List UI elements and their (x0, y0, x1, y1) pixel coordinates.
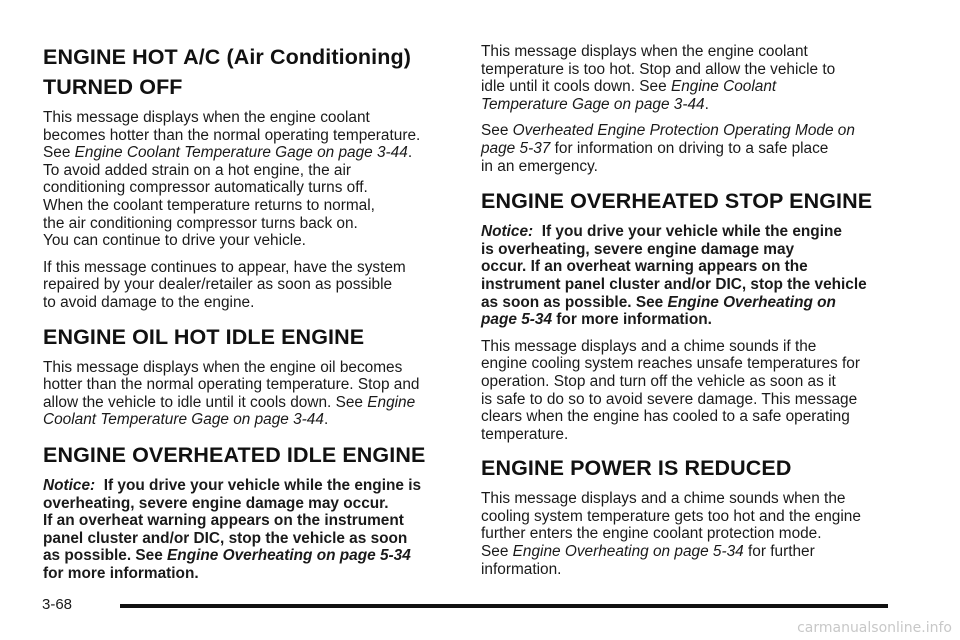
xref-overheating[interactable]: Engine Overheating on (667, 293, 836, 311)
xref-coolant-gage[interactable]: Engine (367, 393, 416, 411)
oil-paragraph: This message displays when the engine oil becomes hotter than the normal operating temperature. Stop and allow the vehicle to idle until it cools down. See Engine Coolant Temperature Gage on page 3-44. (43, 358, 420, 429)
xref-coolant-gage[interactable]: Coolant Temperature Gage on page 3-44 (43, 411, 324, 429)
left-column (43, 0, 455, 582)
stop-notice: Notice: If you drive your vehicle while the engine is overheating, severe engine damage may occur. If an overheat warning appears on the instrument panel cluster and/or DIC, stop the vehicle as soon as possible. See Engine Overheating on page 5-34 for more information. (481, 223, 867, 329)
page-number: 3-68 (42, 596, 73, 613)
heading-engine-hot-ac: ENGINE HOT A/C (Air Conditioning) TURNED OFF (43, 45, 411, 99)
power-paragraph: This message displays and a chime sounds when the cooling system temperature gets too hot and the engine further enters the engine coolant protection mode. See Engine Overheating on page 5-34 for further information. (481, 490, 861, 578)
right-column (481, 0, 901, 578)
idle-notice: Notice: If you drive your vehicle while the engine is overheating, severe engine damage may occur. If an overheat warning appears on the instrument panel cluster and/or DIC, stop the vehicle as soon as possible. See Engine Overheating on page 5-34 for more information. (43, 476, 422, 582)
footer-rule (120, 604, 888, 608)
stop-paragraph: This message displays and a chime sounds if the engine cooling system reaches unsafe temperatures for operation. Stop and turn off the vehicle as soon as it is safe to do so to avoid severe damage. This message clears when the engine has cooled to a safe operating temperature. (481, 337, 860, 443)
see-protection-paragraph: See Overheated Engine Protection Operating Mode on page 5-37 for information on driving to a safe place in an emergency. (481, 122, 855, 175)
xref-protection-mode[interactable]: page 5-37 (481, 139, 551, 157)
watermark: carmanualsonline.info (797, 620, 952, 636)
xref-coolant-gage[interactable]: Engine Coolant (670, 78, 777, 96)
xref-coolant-gage[interactable]: Engine Coolant Temperature Gage on page 3-44 (74, 144, 408, 162)
xref-overheating[interactable]: Engine Overheating on page 5-34 (512, 543, 744, 561)
xref-protection-mode[interactable]: Overheated Engine Protection Operating Mode on (512, 122, 855, 140)
continued-paragraph: This message displays when the engine coolant temperature is too hot. Stop and allow the vehicle to idle until it cools down. See Engine Coolant Temperature Gage on page 3-44. (481, 43, 836, 113)
ac-paragraph-1: This message displays when the engine coolant becomes hotter than the normal operating temperature. See Engine Coolant Temperature Gage on page 3-44. To avoid added strain on a hot engine, the air conditioning compressor automatically turns off. When the coolant temperature returns to normal, the air conditioning compressor turns back on. You can continue to drive your vehicle. (43, 109, 421, 250)
heading-power-reduced: ENGINE POWER IS REDUCED (481, 456, 792, 481)
xref-coolant-gage[interactable]: Temperature Gage on page 3-44 (481, 95, 705, 113)
xref-overheating[interactable]: page 5-34 (481, 311, 553, 329)
heading-overheated-stop: ENGINE OVERHEATED STOP ENGINE (481, 189, 873, 214)
xref-overheating[interactable]: Engine Overheating on page 5-34 (167, 547, 411, 565)
heading-engine-oil-hot: ENGINE OIL HOT IDLE ENGINE (43, 324, 365, 349)
ac-paragraph-2: If this message continues to appear, have the system repaired by your dealer/retailer as soon as possible to avoid damage to the engine. (43, 258, 406, 311)
heading-overheated-idle: ENGINE OVERHEATED IDLE ENGINE (43, 442, 426, 467)
